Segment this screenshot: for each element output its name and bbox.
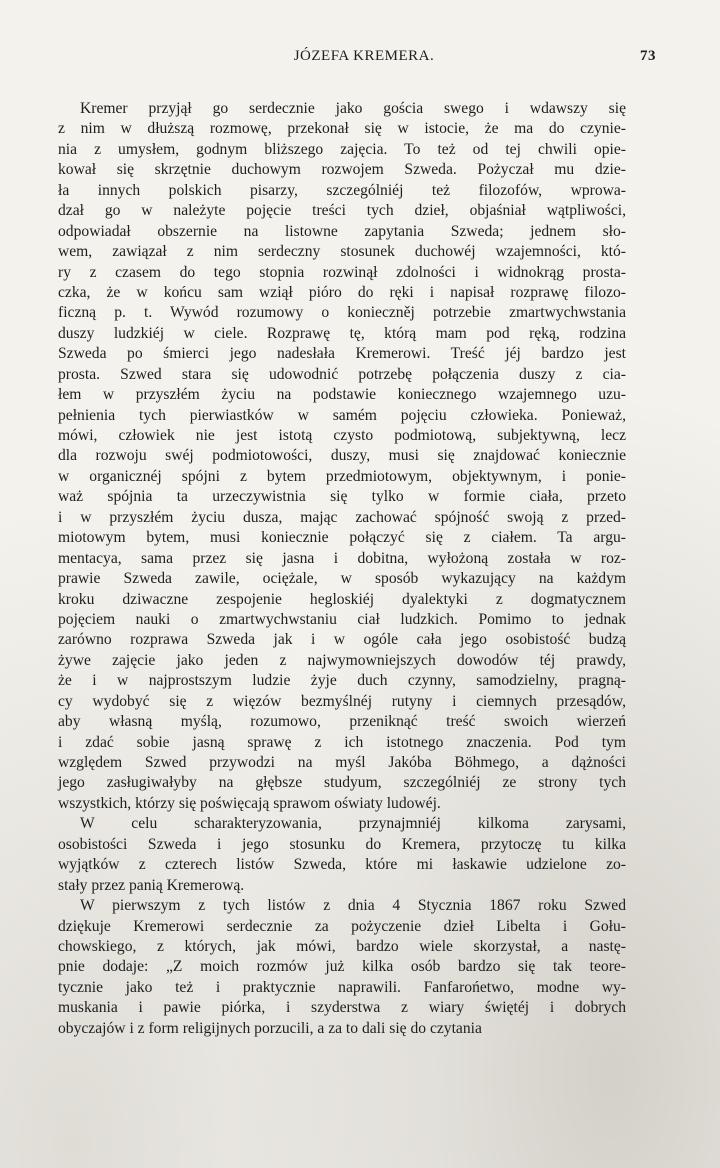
text-line: z nim w dłuższą rozmowę, przekonał się w istocie, że ma do czynie- bbox=[58, 120, 626, 138]
text-line: jego zasługiwałyby na głębsze studyum, szczególniéj ze strony tych bbox=[58, 774, 626, 792]
text-line: muskania i pawie piórka, i szyderstwa z wiary świętéj i dobrych bbox=[58, 999, 626, 1017]
text-line: tycznie jako też i praktycznie naprawili. Fanfarońetwo, modne wy- bbox=[58, 978, 626, 996]
text-line: względem Szwed przywodzi na myśl Jakóba Böhmego, a dążności bbox=[58, 754, 626, 771]
paragraph bbox=[58, 814, 626, 896]
text-line: pojęciem nauki o zmartwychwstaniu ciał ludzkich. Pomimo to jednak bbox=[58, 610, 626, 628]
body-text bbox=[58, 99, 626, 1039]
paragraph bbox=[58, 99, 626, 814]
text-line: obyczajów i z form religijnych porzucili, a za to dali się do czytania bbox=[58, 1019, 482, 1037]
text-line: ry z czasem do tego stopnia rozwinął zdolności i widnokrąg prosta- bbox=[58, 263, 626, 281]
text-line: mentacya, sama przez się jasna i dobitna, wyłożoną została w roz- bbox=[58, 549, 626, 567]
page-number: 73 bbox=[640, 48, 656, 64]
text-line: kroku dziwaczne zespojenie hegloskiéj dyalektyki z dogmatycznem bbox=[58, 590, 626, 608]
text-line: łem w przyszłém życiu na podstawie koniecznego wzajemnego uzu- bbox=[58, 386, 626, 404]
text-line: i zdać sobie jasną sprawę z ich istotnego znaczenia. Pod tym bbox=[58, 733, 626, 751]
text-line: chowskiego, z których, jak mówi, bardzo wiele skorzystał, a nastę- bbox=[58, 937, 626, 955]
text-line: i w przyszłém życiu dusza, mając zachować spójność swoją z przed- bbox=[58, 508, 626, 526]
text-line: aby własną myślą, rozumowo, przeniknąć treść swoich wierzeń bbox=[58, 713, 626, 731]
text-line: pnie dodaje: „Z moich rozmów już kilka osób bardzo się tak teore- bbox=[58, 958, 626, 976]
text-line: wyjątków z czterech listów Szweda, które mi łaskawie udzielone zo- bbox=[58, 856, 626, 874]
page-header bbox=[72, 48, 656, 70]
text-line: zarówno rozprawa Szweda jak i w ogóle cała jego osobistość budzą bbox=[58, 631, 626, 649]
text-line: ficzną p. t. Wywód rozumowy o konieczněj potrzebie zmartwychwstania bbox=[58, 304, 626, 322]
text-line: ła innych polskich pisarzy, szczególniéj też filozofów, wprowa- bbox=[58, 181, 626, 199]
text-line: W celu scharakteryzowania, przynajmniéj kilkoma zarysami, bbox=[80, 815, 626, 833]
running-head: JÓZEFA KREMERA. bbox=[293, 48, 435, 64]
text-line: prosta. Szwed stara się udowodnić potrzebę połączenia duszy z cia- bbox=[58, 365, 626, 383]
text-line: duszy ludzkiéj w ciele. Rozprawę tę, którą mam pod ręką, rodzina bbox=[58, 324, 626, 342]
text-line: Kremer przyjął go serdecznie jako gościa swego i wdawszy się bbox=[80, 100, 626, 117]
text-line: dziękuje Kremerowi serdecznie za pożyczenie dzieł Libelta i Gołu- bbox=[58, 917, 626, 935]
text-line: pełnienia tych pierwiastków w samém pojęciu człowieka. Ponieważ, bbox=[58, 406, 626, 424]
text-line: miotowym bytem, musi koniecznie połączyć się z ciałem. Ta argu- bbox=[58, 529, 626, 547]
text-line: nia z umysłem, godnym bliższego zajęcia. To też od tej chwili opie- bbox=[58, 140, 626, 158]
text-line: żywe zajęcie jako jeden z najwymowniejszych dowodów téj prawdy, bbox=[58, 651, 626, 669]
text-line: wszystkich, którzy się poświęcają sprawom oświaty ludowéj. bbox=[58, 794, 441, 812]
text-line: wem, zawiązał z nim serdeczny stosunek duchowéj wzajemności, któ- bbox=[58, 243, 626, 261]
text-line: odpowiadał obszernie na listowne zapytania Szweda; jednem sło- bbox=[58, 222, 626, 240]
text-line: waż spójnia ta urzeczywistnia się tylko w formie ciała, przeto bbox=[58, 488, 626, 506]
text-line: że i w najprostszym ludzie żyje duch czynny, samodzielny, pragną- bbox=[58, 672, 626, 690]
paragraph bbox=[58, 896, 626, 1039]
text-line: w organicznéj spójni z bytem przedmiotowym, objektywnym, i ponie- bbox=[58, 467, 626, 485]
text-line: cy wydobyć się z więzów bezmyślnéj rutyny i ciemnych przesądów, bbox=[58, 692, 626, 710]
text-line: osobistości Szweda i jego stosunku do Kremera, przytoczę tu kilka bbox=[58, 835, 626, 853]
text-line: W pierwszym z tych listów z dnia 4 Stycznia 1867 roku Szwed bbox=[80, 897, 626, 915]
text-line: prawie Szweda zawile, ociężale, w sposób wykazujący na każdym bbox=[58, 570, 626, 588]
text-line: Szweda po śmierci jego nadesłała Kremerowi. Treść jéj bardzo jest bbox=[58, 345, 626, 363]
text-line: dla rozwoju swéj podmiotowości, duszy, musi się znajdować koniecznie bbox=[58, 447, 626, 465]
text-line: czka, że w końcu sam wziął pióro do ręki i napisał rozprawę filozo- bbox=[58, 283, 626, 301]
text-line: kował się skrzętnie duchowym rozwojem Szweda. Pożyczał mu dzie- bbox=[58, 161, 626, 179]
text-line: dzał go w należyte pojęcie treści tych dzieł, objaśniał wątpliwości, bbox=[58, 202, 626, 220]
text-line: mówi, człowiek nie jest istotą czysto podmiotową, subjektywną, lecz bbox=[58, 427, 626, 444]
text-line: stały przez panią Kremerową. bbox=[58, 876, 245, 894]
